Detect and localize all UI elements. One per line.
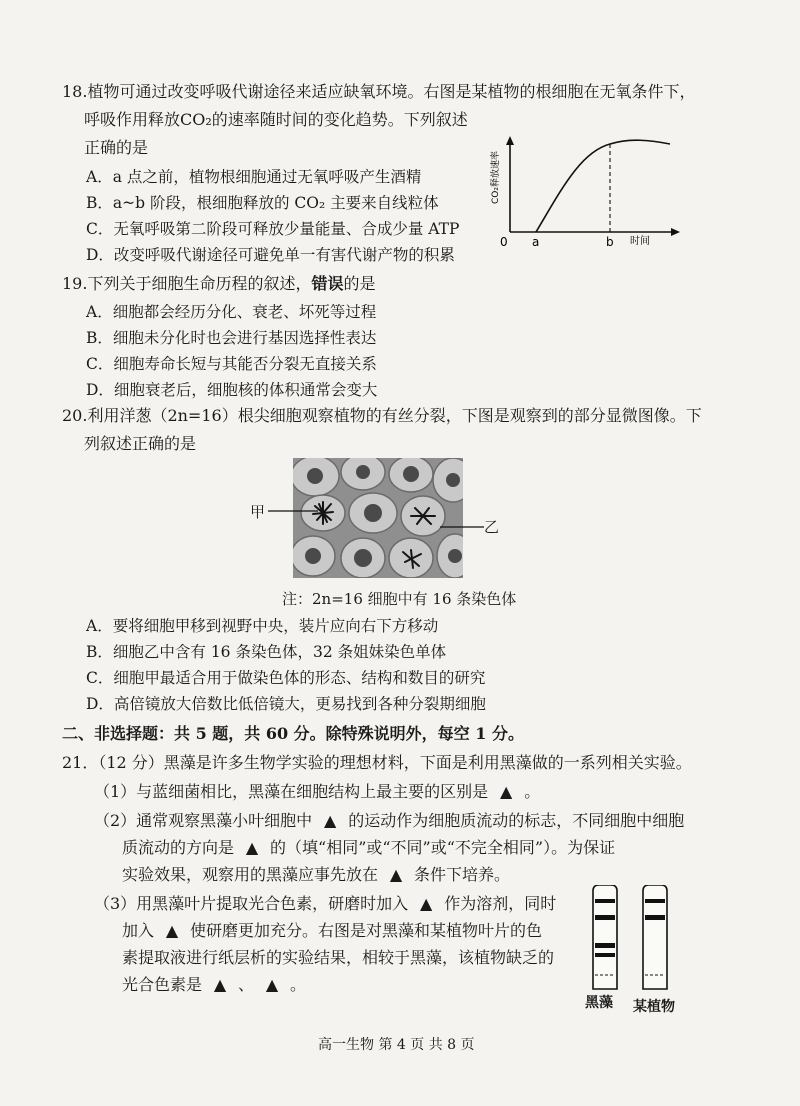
q21-part3-line4 <box>122 973 306 997</box>
answer-blank: ▲ <box>265 975 279 994</box>
answer-blank: ▲ <box>245 838 259 857</box>
micrograph-image <box>293 458 463 578</box>
q19-stem-prefix: 19.下列关于细胞生命历程的叙述， <box>62 274 312 293</box>
q21-part2-text-d: 的（填“相同”或“不同”或“不完全相同”）。为保证 <box>270 838 616 857</box>
graph-point-a: a <box>532 235 540 249</box>
q21-part2-line3 <box>122 863 510 887</box>
q18-option-d: D．改变呼吸代谢途径可避免单一有害代谢产物的积累 <box>86 246 455 264</box>
q21-part2-text-e: 实验效果，观察用的黑藻应事先放在 <box>122 865 379 884</box>
q19-option-b: B．细胞未分化时也会进行基因选择性表达 <box>86 329 377 347</box>
q21-part3-line2 <box>122 919 542 943</box>
strip-label-mouzhiwu: 某植物 <box>633 999 675 1015</box>
answer-blank: ▲ <box>324 811 337 830</box>
q21-intro: 21．（12 分）黑藻是许多生物学实验的理想材料，下面是利用黑藻做的一系列相关实验。 <box>62 753 692 772</box>
answer-blank: ▲ <box>500 782 513 801</box>
q20-option-d: D．高倍镜放大倍数比低倍镜大，更易找到各种分裂期细胞 <box>86 695 486 713</box>
pointer-line-yi <box>440 524 484 530</box>
strip-mouzhiwu <box>643 885 667 989</box>
answer-blank: ▲ <box>213 975 227 994</box>
q19-option-c: C．细胞寿命长短与其能否分裂无直接关系 <box>86 355 377 373</box>
q21-part1-end: 。 <box>524 782 541 801</box>
q21-part3-end: 。 <box>290 975 307 994</box>
q20-line2: 列叙述正确的是 <box>84 434 197 453</box>
q21-part1-text: （1）与蓝细菌相比，黑藻在细胞结构上最主要的区别是 <box>94 782 489 801</box>
q18-line1: 18.植物可通过改变呼吸代谢途径来适应缺氧环境。右图是某植物的根细胞在无氧条件下， <box>62 82 696 101</box>
graph-point-b: b <box>606 235 614 249</box>
q18-option-a: A．a 点之前，植物根细胞通过无氧呼吸产生酒精 <box>86 168 422 186</box>
answer-blank: ▲ <box>389 865 403 884</box>
q21-part2-text-c: 质流动的方向是 <box>122 838 235 857</box>
q21-part3-text-c: 加入 <box>122 921 155 940</box>
q18-line3: 正确的是 <box>84 138 149 157</box>
q21-part1 <box>94 780 540 804</box>
q20-line1: 20.利用洋葱（2n=16）根尖细胞观察植物的有丝分裂，下图是观察到的部分显微图像。下 <box>62 406 702 425</box>
chromatography-strips <box>585 885 685 995</box>
q21-part3-text-b: 作为溶剂，同时 <box>444 894 557 913</box>
q20-option-a: A．要将细胞甲移到视野中央，装片应向右下方移动 <box>86 617 439 635</box>
answer-blank: ▲ <box>165 921 179 940</box>
pointer-line-jia <box>268 508 318 514</box>
section-2-title: 二、非选择题：共 5 题，共 60 分。除特殊说明外，每空 1 分。 <box>62 724 524 743</box>
label-cell-yi: 乙 <box>484 518 500 536</box>
strip-heizao <box>593 885 617 989</box>
q21-part3-text-d: 使研磨更加充分。右图是对黑藻和某植物叶片的色 <box>190 921 543 940</box>
q21-part2-text-b: 的运动作为细胞质流动的标志，不同细胞中细胞 <box>348 811 685 830</box>
co2-rate-graph <box>480 132 690 252</box>
q21-part2-line1 <box>94 809 684 833</box>
q20-option-c: C．细胞甲最适合用于做染色体的形态、结构和数目的研究 <box>86 669 486 687</box>
page-footer: 高一生物 第 4 页 共 8 页 <box>318 1037 475 1053</box>
q21-part3-sep: 、 <box>238 975 255 994</box>
graph-ylabel: CO₂释放速率 <box>491 151 501 204</box>
q18-option-b: B．a~b 阶段，根细胞释放的 CO₂ 主要来自线粒体 <box>86 194 439 212</box>
q21-part3-text-e: 光合色素是 <box>122 975 203 994</box>
graph-origin: 0 <box>500 235 508 249</box>
graph-xlabel: 时间 <box>630 236 650 247</box>
q19-option-d: D．细胞衰老后，细胞核的体积通常会变大 <box>86 381 378 399</box>
q20-option-b: B．细胞乙中含有 16 条染色体，32 条姐妹染色单体 <box>86 643 447 661</box>
q19-stem-suffix: 的是 <box>343 274 376 293</box>
q20-note: 注：2n=16 细胞中有 16 条染色体 <box>282 590 517 608</box>
q21-part3-line3: 素提取液进行纸层析的实验结果，相较于黑藻，该植物缺乏的 <box>122 948 555 967</box>
q19-option-a: A．细胞都会经历分化、衰老、坏死等过程 <box>86 303 377 321</box>
label-cell-jia: 甲 <box>250 503 266 521</box>
q21-part3-line1 <box>94 892 556 916</box>
q18-line2: 呼吸作用释放CO₂的速率随时间的变化趋势。下列叙述 <box>84 110 468 129</box>
q21-part3-text-a: （3）用黑藻叶片提取光合色素，研磨时加入 <box>94 894 409 913</box>
q21-part2-text-f: 条件下培养。 <box>414 865 511 884</box>
q18-option-c: C．无氧呼吸第二阶段可释放少量能量、合成少量 ATP <box>86 220 460 238</box>
q19-stem <box>62 272 375 296</box>
q21-part2-text-a: （2）通常观察黑藻小叶细胞中 <box>94 811 313 830</box>
q21-part2-line2 <box>122 836 615 860</box>
strip-label-heizao: 黑藻 <box>585 995 613 1011</box>
q19-stem-emphasis: 错误 <box>311 274 344 293</box>
answer-blank: ▲ <box>420 894 433 913</box>
